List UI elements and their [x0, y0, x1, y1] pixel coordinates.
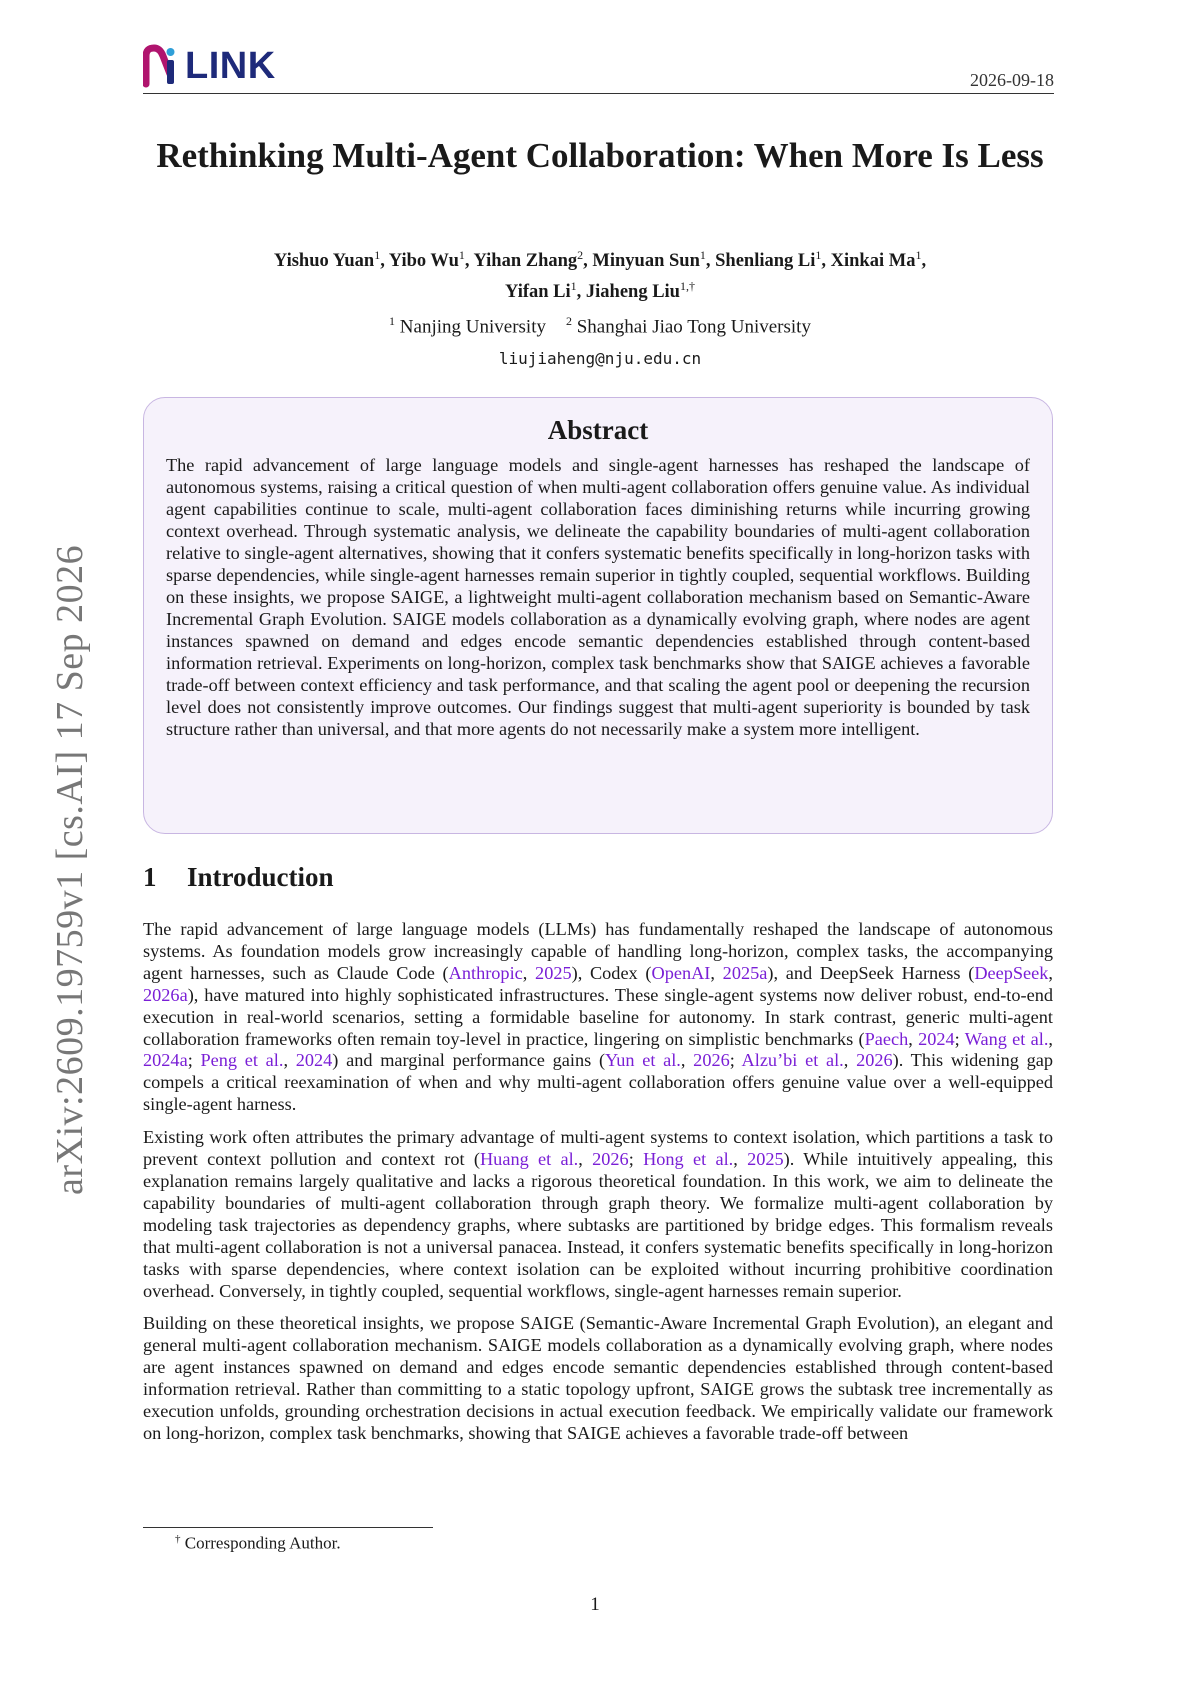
abstract-box — [143, 397, 1053, 834]
citation-link[interactable]: Anthropic — [448, 962, 523, 983]
author-affiliation-mark: 2 — [577, 248, 584, 262]
author-affiliation-mark: 1 — [815, 248, 822, 262]
author-name: Minyuan Sun — [592, 251, 700, 272]
affiliation-name: Nanjing University — [395, 316, 546, 338]
author-name: Xinkai Ma — [830, 251, 916, 272]
author-name: Jiaheng Liu — [585, 282, 680, 303]
citation-link[interactable]: Peng et al. — [200, 1050, 284, 1071]
citation-link[interactable]: Yun et al. — [605, 1050, 681, 1071]
section-number: 1 — [143, 862, 157, 892]
citation-link[interactable]: Hong et al. — [643, 1149, 734, 1170]
author-affiliation-mark: 1 — [570, 279, 577, 294]
citation-link[interactable]: 2026a — [143, 984, 188, 1005]
header-rule — [143, 93, 1054, 94]
author-name: Yifan Li — [505, 282, 571, 303]
paper-title: Rethinking Multi-Agent Collaboration: When More Is Less — [156, 136, 1044, 175]
citation-link[interactable]: Alzu’bi et al. — [741, 1050, 844, 1071]
author-name: Yishuo Yuan — [273, 251, 375, 272]
nlink-logo-icon — [143, 44, 183, 88]
section-title: Introduction — [187, 862, 334, 892]
arxiv-stamp: arXiv:2609.19759v1 [cs.AI] 17 Sep 2026 — [49, 544, 91, 1195]
affiliation-number: 2 — [565, 314, 572, 328]
abstract-heading: Abstract — [547, 415, 649, 445]
author-affiliation-mark: 1 — [458, 248, 465, 262]
citation-link[interactable]: Wang et al. — [964, 1028, 1049, 1049]
citation-link[interactable]: Paech — [864, 1028, 909, 1049]
citation-link[interactable]: 2024 — [918, 1028, 955, 1049]
footnote-text: Corresponding Author. — [184, 1533, 341, 1553]
author-affiliation-mark: 1,† — [679, 279, 695, 294]
footnote — [175, 1533, 341, 1554]
abstract-text: The rapid advancement of large language models and single-agent harnesses has reshaped the landscape of autonomous systems, raising a critical question of when multi-agent collaboration offers genuine value. As individual agent capabilities continue to scale, multi-agent collaboration faces diminishing returns while incurring growing context overhead. Through systematic analysis, we delineate the capability boundaries of multi-agent collaboration relative to single-agent alternatives, showing that it confers systematic benefits specifically in long-horizon tasks with sparse dependencies, while single-agent harnesses remain superior in tightly coupled, sequential workflows. Building on these insights, we propose SAIGE, a lightweight multi-agent collaboration mechanism based on Semantic-Aware Incremental Graph Evolution. SAIGE models collaboration as a dynamically evolving graph, where nodes are agent instances spawned on demand and edges encode semantic dependencies established through content-based information retrieval. Experiments on long-horizon, complex task benchmarks show that SAIGE achieves a favorable trade-off between context efficiency and task performance, and that scaling the agent pool or deepening the recursion level does not consistently improve outcomes. Our findings suggest that multi-agent superiority is bounded by task structure rather than universal, and that more agents do not necessarily make a system more intelligent. — [166, 455, 1030, 739]
page-number: 1 — [590, 1594, 600, 1615]
citation-link[interactable]: 2025 — [535, 962, 572, 983]
citation-link[interactable]: 2025 — [747, 1149, 784, 1170]
affiliation-name: Shanghai Jiao Tong University — [571, 316, 811, 338]
author-name: Yihan Zhang — [473, 251, 578, 272]
citation-link[interactable]: Huang et al. — [479, 1149, 579, 1170]
body-paragraph: The rapid advancement of large language models (LLMs) has fundamentally reshaped the landscape of autonomous systems. As foundation models grow increasingly capable of handling long-horizon, complex tasks, the accompanying agent harnesses, such as Claude Code (Anthropic, 2025), Codex (OpenAI, 2025a), and DeepSeek Harness (DeepSeek, 2026a), have matured into highly sophisticated infrastructures. These single-agent systems now deliver robust, end-to-end execution in real-world scenarios, setting a formidable baseline for autonomy. In stark contrast, generic multi-agent collaboration frameworks often remain toy-level in practice, lingering on simplistic benchmarks (Paech, 2024; Wang et al., 2024a; Peng et al., 2024) and marginal performance gains (Yun et al., 2026; Alzu’bi et al., 2026). This widening gap compels a critical reexamination of when and why multi-agent collaboration offers genuine value over a well-equipped single-agent harness. — [143, 919, 1054, 1115]
affiliations — [150, 314, 1050, 338]
contact-email: liujiaheng@nju.edu.cn — [498, 349, 702, 368]
section-heading-introduction — [143, 862, 334, 893]
author-affiliation-mark: 1 — [374, 248, 381, 262]
author-affiliation-mark: 1 — [915, 248, 922, 262]
header-date: 2026-09-18 — [970, 70, 1054, 90]
citation-link[interactable]: 2024 — [295, 1050, 333, 1071]
body-paragraph: Existing work often attributes the primary advantage of multi-agent systems to context isolation, which partitions a task to prevent context pollution and context rot (Huang et al., 2026; Hong et al., 2025). While intuitively appealing, this explanation remains largely qualitative and lacks a rigorous theoretical foundation. In this work, we aim to delineate the capability boundaries of multi-agent collaboration through graph theory. We formalize multi-agent collaboration by modeling task trajectories as dependency graphs, where subtasks are partitioned by bridge edges. This formalism reveals that multi-agent collaboration is not a universal panacea. Instead, it confers systematic benefits specifically in long-horizon tasks with sparse dependencies, where context isolation can be exploited without incurring prohibitive coordination overhead. Conversely, in tightly coupled, sequential workflows, single-agent harnesses remain superior. — [143, 1127, 1054, 1301]
logo-text: LINK — [185, 45, 276, 87]
author-name: Shenliang Li — [715, 251, 816, 272]
citation-link[interactable]: DeepSeek — [974, 962, 1049, 983]
author-name: Yibo Wu — [388, 251, 459, 272]
affiliation-number: 1 — [389, 314, 396, 328]
footnote-mark: † — [175, 1533, 181, 1545]
body-paragraph: Building on these theoretical insights, we propose SAIGE (Semantic-Aware Incremental Graph Evolution), an elegant and general multi-agent collaboration mechanism. SAIGE models collaboration as a dynamically evolving graph, where nodes are agent instances spawned on demand and edges encode semantic dependencies established through content-based information retrieval. Rather than committing to a static topology upfront, SAIGE grows the subtask tree incrementally as execution unfolds, grounding orchestration decisions in actual execution feedback. We empirically validate our framework on long-horizon, complex task benchmarks, showing that SAIGE achieves a favorable trade-off between — [143, 1313, 1053, 1443]
citation-link[interactable]: 2026 — [592, 1149, 629, 1170]
citation-link[interactable]: 2026 — [693, 1050, 730, 1071]
citation-link[interactable]: OpenAI — [651, 962, 711, 983]
citation-link[interactable]: 2026 — [856, 1050, 893, 1071]
author-affiliation-mark: 1 — [699, 248, 706, 262]
citation-link[interactable]: 2025a — [722, 962, 768, 983]
author-list: Yishuo Yuan$^1$, Yibo Wu$^1$, Yihan Zhang$^2$, Minyuan Sun$^1$, Shenliang Li$^1$, Xinkai Ma$^1$, Yifan Li$^1$, Jiaheng Liu$^{1,\dagger}$ — [273, 248, 927, 303]
introduction-body — [143, 919, 1053, 1456]
citation-link[interactable]: 2024a — [143, 1050, 188, 1071]
footnote-rule — [143, 1527, 433, 1528]
logo — [143, 44, 276, 88]
